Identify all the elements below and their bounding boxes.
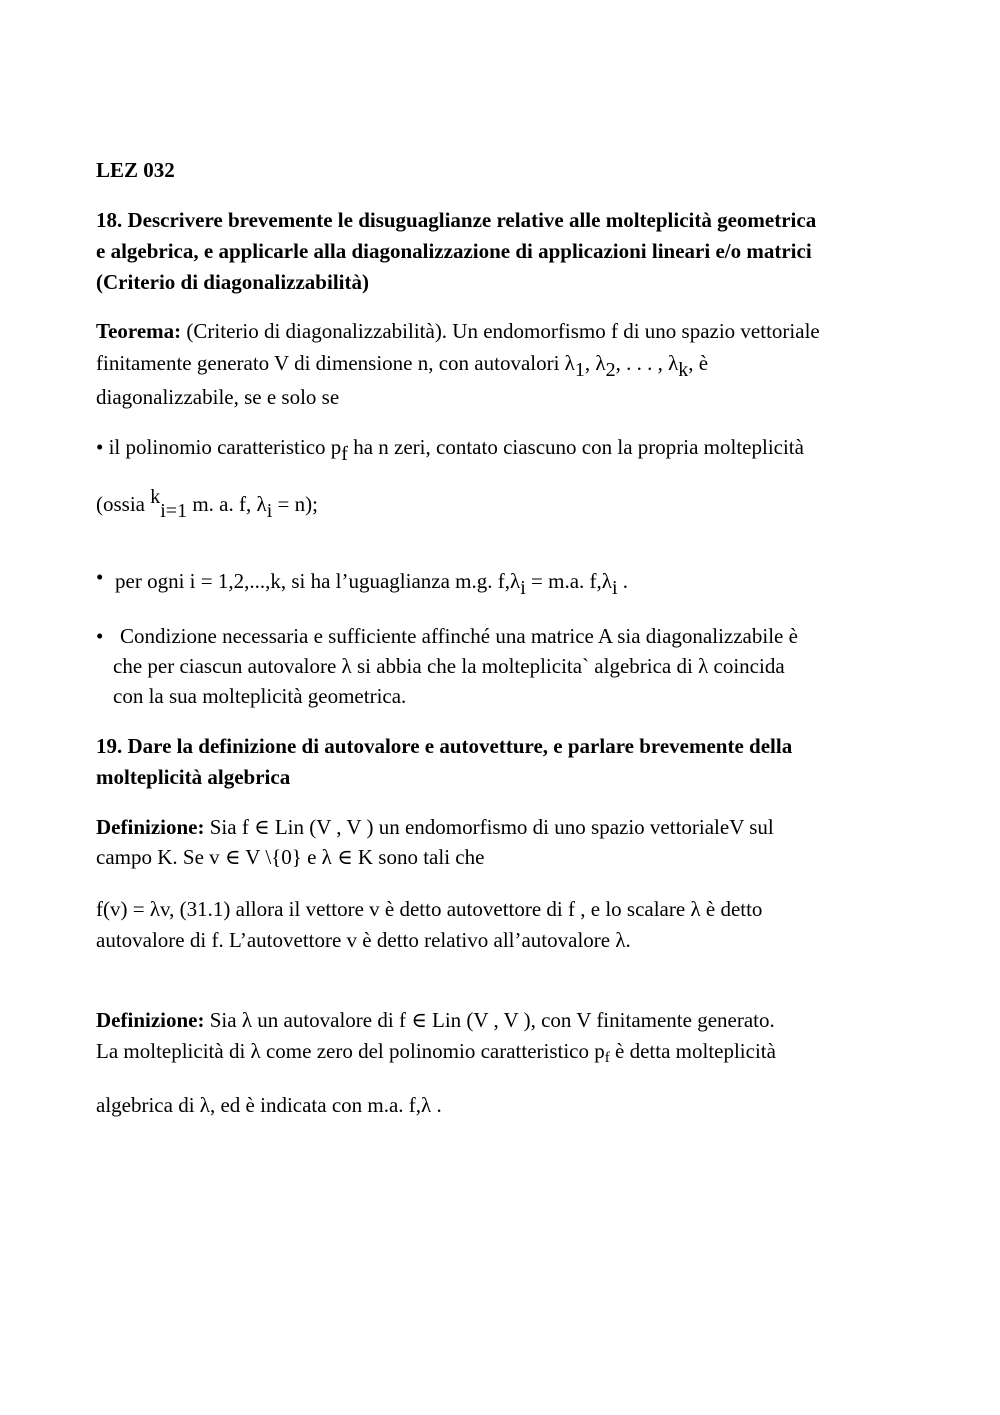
question-19-title-line-1: 19. Dare la definizione di autovalore e autovetture, e parlare brevemente della <box>96 734 793 758</box>
ossia-line: (ossia ki=1 m. a. f, λi = n); <box>96 486 318 522</box>
definition-1-line-2: campo K. Se v ∈ V \{0} e λ ∈ K sono tali che <box>96 845 485 869</box>
definition-1-line-3: f(v) = λv, (31.1) allora il vettore v è detto autovettore di f , e lo scalare λ è detto <box>96 897 763 921</box>
question-18-title-line-1: 18. Descrivere brevemente le disuguaglianze relative alle molteplicità geometrica <box>96 208 817 232</box>
lesson-code: LEZ 032 <box>96 158 175 182</box>
bullet-3-symbol: • <box>96 624 104 648</box>
theorem-line-2: finitamente generato V di dimensione n, con autovalori λ1, λ2, . . . , λk, è <box>96 351 709 381</box>
question-18-title-line-2: e algebrica, e applicarle alla diagonalizzazione di applicazioni lineari e/o matrici <box>96 239 812 263</box>
definition-1-line-1: Definizione: Sia f ∈ Lin (V , V ) un endomorfismo di uno spazio vettorialeV sul <box>96 815 774 839</box>
bullet-3-line-3: con la sua molteplicità geometrica. <box>113 684 407 708</box>
definition-1-line-4: autovalore di f. L’autovettore v è detto relativo all’autovalore λ. <box>96 928 631 952</box>
bullet-3-line-1: Condizione necessaria e sufficiente affinché una matrice A sia diagonalizzabile è <box>120 624 798 648</box>
definition-1-label: Definizione: <box>96 815 205 839</box>
bullet-3-line-2: che per ciascun autovalore λ si abbia che la molteplicita` algebrica di λ coincida <box>113 654 785 678</box>
bullet-2-symbol: • <box>96 565 104 589</box>
definition-2-line-2: La molteplicità di λ come zero del polinomio caratteristico pf è detta molteplicità <box>96 1039 776 1066</box>
bullet-1: • il polinomio caratteristico pf ha n zeri, contato ciascuno con la propria molteplicità <box>96 435 804 465</box>
bullet-2: per ogni i = 1,2,...,k, si ha l’uguaglianza m.g. f,λi = m.a. f,λi . <box>115 569 629 599</box>
definition-2-line-1: Definizione: Sia λ un autovalore di f ∈ Lin (V , V ), con V finitamente generato. <box>96 1008 775 1032</box>
theorem-label: Teorema: <box>96 319 182 343</box>
definition-2-label: Definizione: <box>96 1008 205 1032</box>
definition-2-line-3: algebrica di λ, ed è indicata con m.a. f,λ . <box>96 1093 442 1117</box>
theorem-line-1 <box>96 316 820 346</box>
theorem-line-3: diagonalizzabile, se e solo se <box>96 385 340 409</box>
question-18-title-line-3: (Criterio di diagonalizzabilità) <box>96 270 369 294</box>
question-19-title-line-2: molteplicità algebrica <box>96 765 291 789</box>
theorem-text-1: (Criterio di diagonalizzabilità). Un endomorfismo f di uno spazio vettoriale <box>181 319 820 343</box>
